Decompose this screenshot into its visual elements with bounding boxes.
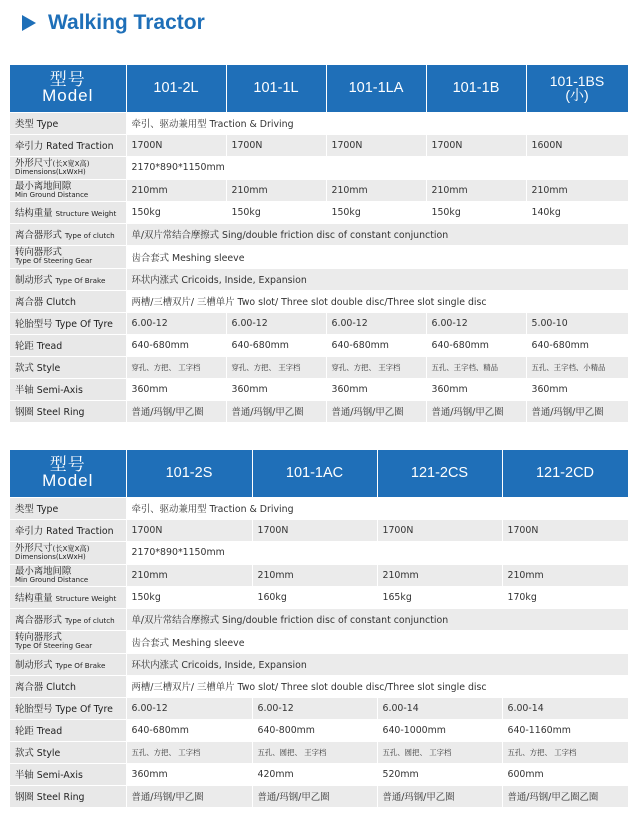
row-label: 离合器形式 Type of clutch (10, 223, 126, 245)
spec-row-steering (10, 245, 628, 268)
spec-value: 360mm (126, 378, 226, 400)
model-name: 121-2CD (502, 450, 628, 497)
row-label: 款式 Style (10, 741, 126, 763)
spec-row-traction (10, 134, 628, 156)
spec-value: 6.00-14 (502, 697, 628, 719)
row-label: 轮胎型号 Type Of Tyre (10, 697, 126, 719)
spec-row-style (10, 356, 628, 378)
spec-value: 360mm (226, 378, 326, 400)
model-name: 101-1B (426, 65, 526, 112)
spec-value: 640-680mm (426, 334, 526, 356)
row-label: 类型 Type (10, 112, 126, 134)
spec-value: 210mm (426, 179, 526, 201)
spec-row-weight (10, 586, 628, 608)
spec-value: 150kg (126, 201, 226, 223)
row-label: 结构重量 Structure Weight (10, 201, 126, 223)
spec-value: 穿孔、方把、 工字档 (126, 356, 226, 378)
spec-value: 640-800mm (252, 719, 377, 741)
spec-table-2 (10, 450, 629, 808)
spec-row-clutch (10, 675, 628, 697)
page-title-text: Walking Tractor (48, 11, 205, 34)
spec-row-semi-axis (10, 763, 628, 785)
row-label: 最小离地间隙 Min Ground Distance (10, 179, 126, 201)
spec-value: 1700N (502, 519, 628, 541)
spec-value: 420mm (252, 763, 377, 785)
model-name: 101-2S (126, 450, 252, 497)
spec-value: 环状内涨式 Cricoids, Inside, Expansion (126, 268, 628, 290)
spec-value: 1700N (426, 134, 526, 156)
spec-value: 6.00-12 (426, 312, 526, 334)
spec-value: 150kg (426, 201, 526, 223)
spec-value: 单/双片常结合摩擦式 Sing/double friction disc of constant conjunction (126, 223, 628, 245)
spec-value: 2170*890*1150mm (126, 541, 628, 564)
spec-value: 640-680mm (226, 334, 326, 356)
row-label: 半轴 Semi-Axis (10, 763, 126, 785)
spec-value: 170kg (502, 586, 628, 608)
spec-value: 210mm (526, 179, 628, 201)
spec-value: 两槽/三槽双片/ 三槽单片 Two slot/ Three slot double disc/Three slot single disc (126, 290, 628, 312)
row-label: 离合器 Clutch (10, 290, 126, 312)
spec-row-clutch (10, 290, 628, 312)
row-label: 转向器形式 Type Of Steering Gear (10, 630, 126, 653)
spec-value: 210mm (326, 179, 426, 201)
spec-value: 穿孔、方把、 王字档 (226, 356, 326, 378)
spec-row-tread (10, 334, 628, 356)
spec-row-brake (10, 653, 628, 675)
spec-value: 1700N (326, 134, 426, 156)
spec-row-tyre (10, 312, 628, 334)
model-header-row (10, 65, 628, 112)
spec-row-clutch-type (10, 608, 628, 630)
spec-value: 五孔、王字档、精品 (426, 356, 526, 378)
spec-value: 齿合套式 Meshing sleeve (126, 630, 628, 653)
spec-value: 普通/玛钢/甲乙圈 (126, 785, 252, 807)
spec-value: 普通/玛钢/甲乙圈 (377, 785, 502, 807)
spec-value: 1600N (526, 134, 628, 156)
row-label: 类型 Type (10, 497, 126, 519)
spec-value: 1700N (226, 134, 326, 156)
row-label: 外形尺寸(长X宽X高) Dimensions(LxWxH) (10, 541, 126, 564)
spec-value: 520mm (377, 763, 502, 785)
spec-value: 210mm (502, 564, 628, 586)
model-header-cell: 型号 Model (10, 65, 126, 112)
spec-row-tread (10, 719, 628, 741)
spec-value: 普通/玛钢/甲乙圈 (426, 400, 526, 422)
spec-row-clearance (10, 564, 628, 586)
spec-row-clearance (10, 179, 628, 201)
spec-row-type (10, 112, 628, 134)
spec-value: 五孔、方把、 工字档 (126, 741, 252, 763)
spec-value: 牵引、驱动兼用型 Traction & Driving (126, 497, 628, 519)
spec-value: 150kg (226, 201, 326, 223)
row-label: 转向器形式 Type Of Steering Gear (10, 245, 126, 268)
spec-value: 6.00-12 (126, 312, 226, 334)
spec-row-type (10, 497, 628, 519)
spec-value: 1700N (126, 519, 252, 541)
spec-value: 210mm (126, 564, 252, 586)
model-name: 101-1L (226, 65, 326, 112)
spec-value: 160kg (252, 586, 377, 608)
model-header-cell: 型号 Model (10, 450, 126, 497)
row-label: 最小离地间隙 Min Ground Distance (10, 564, 126, 586)
spec-value: 1700N (126, 134, 226, 156)
spec-value: 普通/玛钢/甲乙圈 (252, 785, 377, 807)
spec-value: 360mm (426, 378, 526, 400)
spec-value: 1700N (377, 519, 502, 541)
spec-value: 普通/玛钢/甲乙圈 (326, 400, 426, 422)
spec-value: 普通/玛钢/甲乙圈乙圈 (502, 785, 628, 807)
page-title (22, 10, 205, 36)
spec-row-steel-ring (10, 785, 628, 807)
spec-value: 6.00-14 (377, 697, 502, 719)
spec-value: 五孔、圆把、 工字档 (377, 741, 502, 763)
spec-row-semi-axis (10, 378, 628, 400)
row-label: 离合器形式 Type of clutch (10, 608, 126, 630)
spec-value: 360mm (326, 378, 426, 400)
spec-value: 210mm (377, 564, 502, 586)
spec-value: 640-680mm (526, 334, 628, 356)
spec-value: 1700N (252, 519, 377, 541)
spec-value: 165kg (377, 586, 502, 608)
spec-value: 140kg (526, 201, 628, 223)
spec-value: 环状内涨式 Cricoids, Inside, Expansion (126, 653, 628, 675)
spec-value: 640-1160mm (502, 719, 628, 741)
spec-value: 普通/玛钢/甲乙圈 (526, 400, 628, 422)
row-label: 牵引力 Rated Traction (10, 134, 126, 156)
row-label: 离合器 Clutch (10, 675, 126, 697)
spec-row-steel-ring (10, 400, 628, 422)
spec-value: 穿孔、方把、 王字档 (326, 356, 426, 378)
spec-row-dimensions (10, 156, 628, 179)
spec-row-weight (10, 201, 628, 223)
row-label: 制动形式 Type Of Brake (10, 268, 126, 290)
spec-row-dimensions (10, 541, 628, 564)
spec-value: 单/双片常结合摩擦式 Sing/double friction disc of constant conjunction (126, 608, 628, 630)
spec-value: 齿合套式 Meshing sleeve (126, 245, 628, 268)
row-label: 半轴 Semi-Axis (10, 378, 126, 400)
spec-row-steering (10, 630, 628, 653)
row-label: 结构重量 Structure Weight (10, 586, 126, 608)
spec-value: 五孔、方把、 工字档 (502, 741, 628, 763)
spec-value: 150kg (326, 201, 426, 223)
spec-value: 210mm (126, 179, 226, 201)
spec-row-tyre (10, 697, 628, 719)
spec-value: 两槽/三槽双片/ 三槽单片 Two slot/ Three slot double disc/Three slot single disc (126, 675, 628, 697)
model-name: 101-1LA (326, 65, 426, 112)
model-header-row (10, 450, 628, 497)
spec-row-traction (10, 519, 628, 541)
model-name: 101-1AC (252, 450, 377, 497)
spec-value: 360mm (526, 378, 628, 400)
spec-value: 6.00-12 (226, 312, 326, 334)
spec-value: 6.00-12 (326, 312, 426, 334)
spec-value: 五孔、圆把、 王字档 (252, 741, 377, 763)
row-label: 钢圈 Steel Ring (10, 400, 126, 422)
spec-value: 6.00-12 (126, 697, 252, 719)
spec-row-brake (10, 268, 628, 290)
spec-value: 普通/玛钢/甲乙圈 (226, 400, 326, 422)
spec-row-style (10, 741, 628, 763)
spec-value: 640-680mm (326, 334, 426, 356)
row-label: 轮距 Tread (10, 334, 126, 356)
spec-table-1 (10, 65, 629, 423)
model-name: 101-2L (126, 65, 226, 112)
spec-value: 五孔、王字档、小精品 (526, 356, 628, 378)
row-label: 钢圈 Steel Ring (10, 785, 126, 807)
spec-value: 640-1000mm (377, 719, 502, 741)
spec-row-clutch-type (10, 223, 628, 245)
spec-value: 2170*890*1150mm (126, 156, 628, 179)
spec-value: 普通/玛钢/甲乙圈 (126, 400, 226, 422)
spec-value: 640-680mm (126, 719, 252, 741)
spec-value: 210mm (252, 564, 377, 586)
spec-value: 150kg (126, 586, 252, 608)
spec-value: 6.00-12 (252, 697, 377, 719)
row-label: 轮胎型号 Type Of Tyre (10, 312, 126, 334)
spec-value: 210mm (226, 179, 326, 201)
spec-value: 5.00-10 (526, 312, 628, 334)
spec-value: 牵引、驱动兼用型 Traction & Driving (126, 112, 628, 134)
model-name: 121-2CS (377, 450, 502, 497)
row-label: 款式 Style (10, 356, 126, 378)
row-label: 外形尺寸(长X宽X高) Dimensions(LxWxH) (10, 156, 126, 179)
row-label: 制动形式 Type Of Brake (10, 653, 126, 675)
model-name: 101-1BS (小) (526, 65, 628, 112)
row-label: 轮距 Tread (10, 719, 126, 741)
row-label: 牵引力 Rated Traction (10, 519, 126, 541)
spec-value: 640-680mm (126, 334, 226, 356)
spec-value: 600mm (502, 763, 628, 785)
triangle-bullet-icon (22, 15, 36, 31)
spec-value: 360mm (126, 763, 252, 785)
